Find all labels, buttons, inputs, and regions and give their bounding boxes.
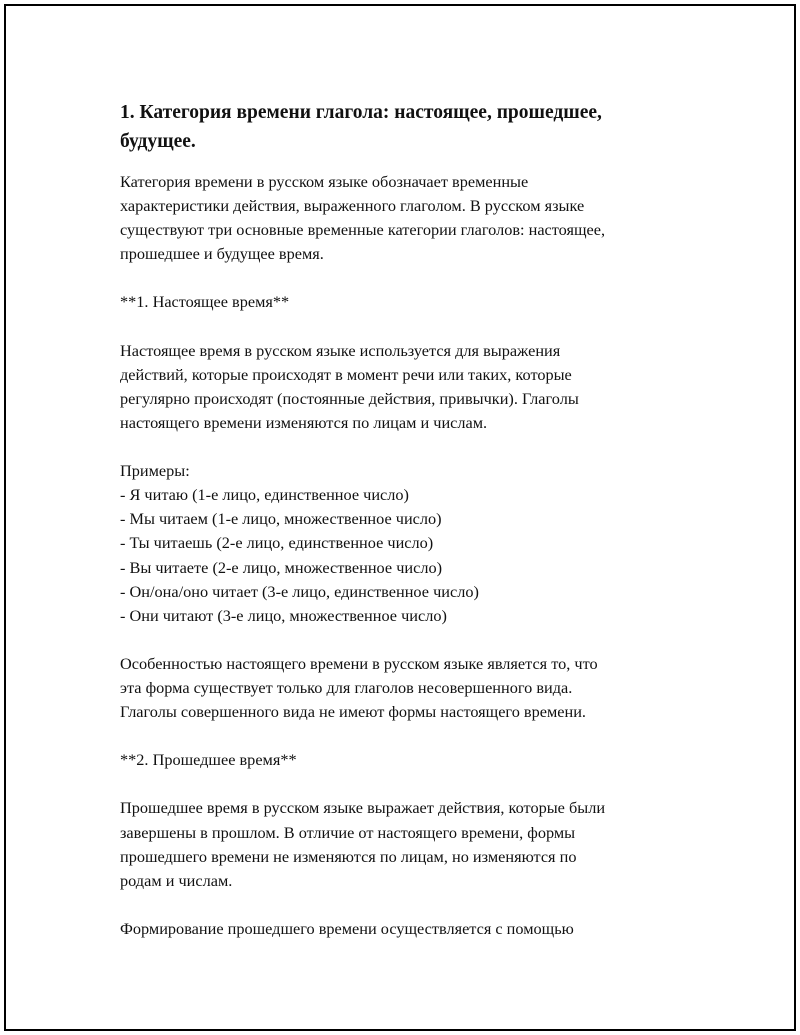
text-line: Особенностью настоящего времени в русском языке является то, что [120, 653, 598, 673]
text-line: **1. Настоящее время** [120, 292, 290, 312]
text-line: Примеры: [120, 461, 190, 481]
text-line: Прошедшее время в русском языке выражает действия, которые были [120, 798, 606, 818]
text-line: прошедшего времени не изменяются по лицам, но изменяются по [120, 846, 577, 866]
blank-line [120, 628, 680, 652]
document-body [120, 170, 680, 941]
text-line: существуют три основные временные категории глаголов: настоящее, [120, 220, 606, 240]
text-line: - Он/она/оно читает (3-е лицо, единственное число) [120, 581, 479, 601]
text-line: родам и числам. [120, 870, 233, 890]
text-line: завершены в прошлом. В отличие от настоящего времени, формы [120, 822, 576, 842]
text-line: - Вы читаете (2-е лицо, множественное число) [120, 557, 443, 577]
text-line: Формирование прошедшего времени осуществляется с помощью [120, 918, 574, 938]
text-line: - Ты читаешь (2-е лицо, единственное число) [120, 533, 434, 553]
text-line: эта форма существует только для глаголов несовершенного вида. [120, 677, 573, 697]
blank-line [120, 266, 680, 290]
text-line: - Я читаю (1-е лицо, единственное число) [120, 485, 409, 505]
document-content [120, 98, 680, 941]
blank-line [120, 724, 680, 748]
text-line: Категория времени в русском языке обозначает временные [120, 172, 529, 191]
blank-line [120, 315, 680, 339]
text-line: **2. Прошедшее время** [120, 750, 297, 770]
blank-line [120, 772, 680, 796]
document-page [4, 4, 796, 1031]
blank-line [120, 893, 680, 917]
document-title: 1. Категория времени глагола: настоящее, прошедшее, будущее. [120, 102, 602, 152]
text-line: - Они читают (3-е лицо, множественное число) [120, 605, 447, 625]
text-line: Настоящее время в русском языке используется для выражения [120, 340, 561, 360]
text-line: регулярно происходят (постоянные действия, привычки). Глаголы [120, 388, 579, 408]
text-line: характеристики действия, выраженного глаголом. В русском языке [120, 196, 585, 216]
text-line: прошедшее и будущее время. [120, 244, 324, 264]
text-line: - Мы читаем (1-е лицо, множественное число) [120, 509, 442, 529]
text-line: Глаголы совершенного вида не имеют формы настоящего времени. [120, 702, 586, 722]
text-line: действий, которые происходят в момент речи или таких, которые [120, 364, 572, 384]
text-line: настоящего времени изменяются по лицам и числам. [120, 412, 488, 432]
blank-line [120, 435, 680, 459]
